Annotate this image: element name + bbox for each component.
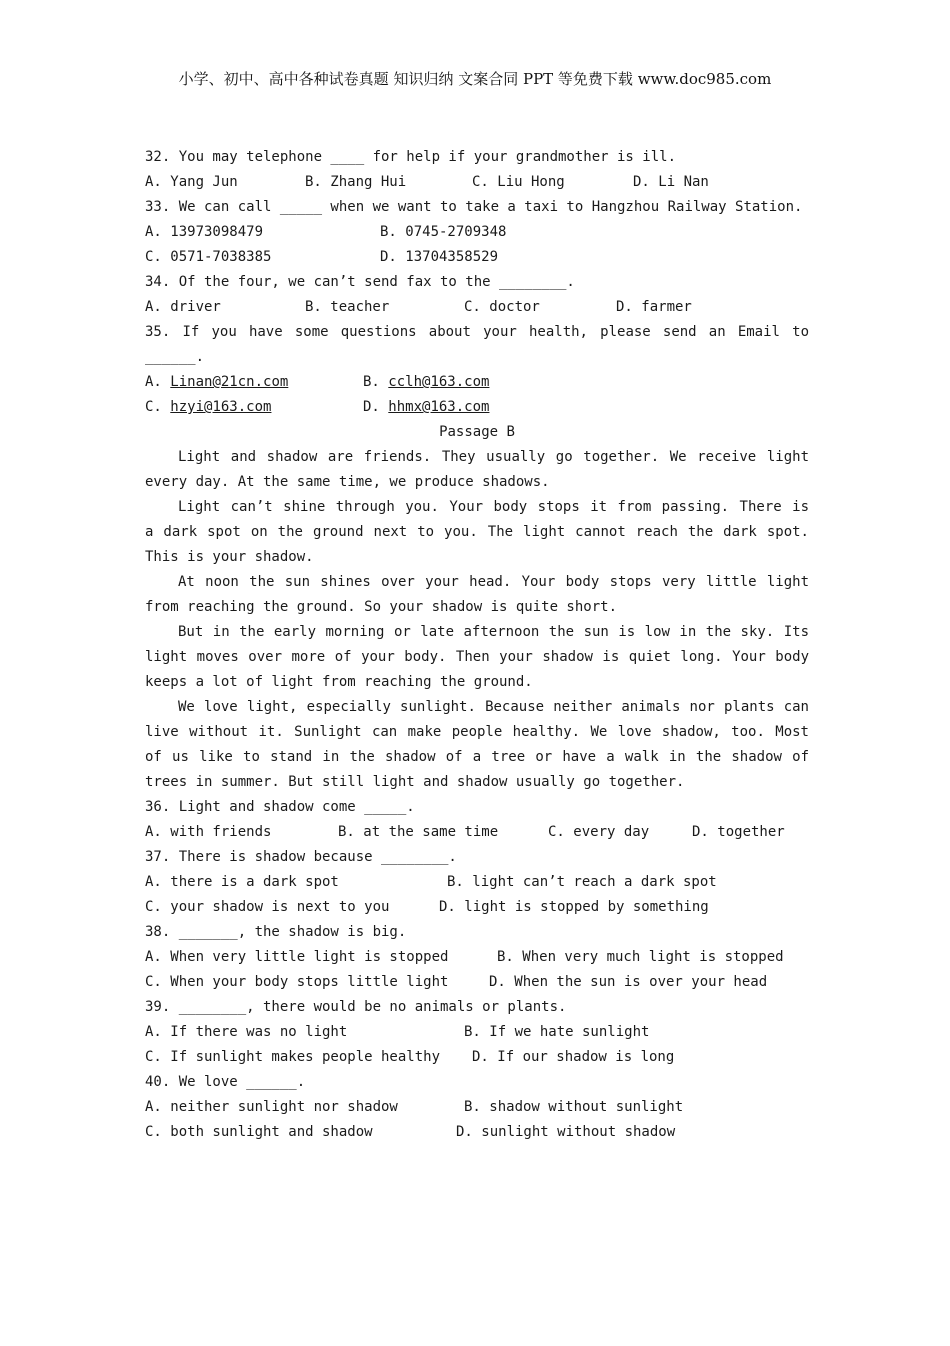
- passage-line: of us like to stand in the shadow of a tree or have a walk in the shadow of: [145, 749, 809, 765]
- passage-line: every day. At the same time, we produce shadows.: [145, 474, 550, 490]
- option-letter: A.: [145, 374, 171, 390]
- option-a: A. Yang Jun: [145, 174, 238, 190]
- option-letter: B.: [363, 374, 389, 390]
- passage-line: Light and shadow are friends. They usually go together. We receive light: [178, 449, 809, 465]
- question-38-options-ab: [145, 945, 809, 970]
- question-34-stem: 34. Of the four, we can’t send fax to the ________.: [145, 274, 575, 290]
- option-d: D. farmer: [616, 299, 692, 315]
- passage-line: light moves over more of your body. Then your shadow is quiet long. Your body: [145, 649, 809, 665]
- email-link[interactable]: Linan@21cn.com: [170, 374, 289, 390]
- email-link[interactable]: hzyi@163.com: [170, 399, 272, 415]
- passage-line: a dark spot on the ground next to you. The light cannot reach the dark spot.: [145, 524, 809, 540]
- option-d: D. light is stopped by something: [439, 899, 709, 915]
- option-a: A. If there was no light: [145, 1024, 348, 1040]
- option-c: C. every day: [548, 824, 650, 840]
- option-a: A. with friends: [145, 824, 272, 840]
- option-a: A. 13973098479: [145, 224, 264, 240]
- question-35-options-cd: [145, 395, 809, 420]
- question-33-stem: 33. We can call _____ when we want to take a taxi to Hangzhou Railway Station.: [145, 199, 803, 215]
- question-40-stem: 40. We love ______.: [145, 1074, 306, 1090]
- question-32-stem: 32. You may telephone ____ for help if your grandmother is ill.: [145, 149, 677, 165]
- question-34-options: [145, 295, 809, 320]
- option-d: [363, 395, 489, 420]
- question-40-options-cd: [145, 1120, 809, 1145]
- option-b: B. 0745-2709348: [380, 224, 507, 240]
- question-38-options-cd: [145, 970, 809, 995]
- email-link[interactable]: hhmx@163.com: [388, 399, 490, 415]
- question-36-stem: 36. Light and shadow come _____.: [145, 799, 415, 815]
- question-36-options: [145, 820, 809, 845]
- option-d: D. sunlight without shadow: [456, 1124, 676, 1140]
- option-c: C. both sunlight and shadow: [145, 1124, 373, 1140]
- question-35-stem-line-1: 35. If you have some questions about your health, please send an Email to: [145, 324, 809, 340]
- passage-line: live without it. Sunlight can make people healthy. We love shadow, too. Most: [145, 724, 809, 740]
- question-38-stem: 38. _______, the shadow is big.: [145, 924, 407, 940]
- option-b: B. When very much light is stopped: [497, 949, 784, 965]
- question-32-options: [145, 170, 809, 195]
- option-letter: D.: [363, 399, 389, 415]
- option-b: B. shadow without sunlight: [464, 1099, 684, 1115]
- option-b: B. teacher: [305, 299, 390, 315]
- passage-body: [145, 445, 809, 795]
- question-35-stem-line-2: ______.: [145, 349, 205, 365]
- passage-line: But in the early morning or late afternoon the sun is low in the sky. Its: [178, 624, 809, 640]
- option-b: [363, 370, 489, 395]
- passage-line: trees in summer. But still light and shadow usually go together.: [145, 774, 685, 790]
- option-d: D. Li Nan: [633, 174, 709, 190]
- option-c: C. your shadow is next to you: [145, 899, 390, 915]
- question-37-options-cd: [145, 895, 809, 920]
- page-header: 小学、初中、高中各种试卷真题 知识归纳 文案合同 PPT 等免费下载 www.doc985.com: [178, 70, 772, 88]
- question-37-options-ab: [145, 870, 809, 895]
- question-37-stem: 37. There is shadow because ________.: [145, 849, 457, 865]
- option-a: A. there is a dark spot: [145, 874, 339, 890]
- question-39-options-cd: [145, 1045, 809, 1070]
- option-c: C. doctor: [464, 299, 540, 315]
- option-c: C. 0571-7038385: [145, 249, 272, 265]
- option-b: B. Zhang Hui: [305, 174, 407, 190]
- passage-line: At noon the sun shines over your head. Your body stops very little light: [178, 574, 809, 590]
- question-33-options-ab: [145, 220, 809, 245]
- option-a: A. driver: [145, 299, 221, 315]
- option-d: D. When the sun is over your head: [489, 974, 768, 990]
- option-a: A. neither sunlight nor shadow: [145, 1099, 398, 1115]
- passage-title: Passage B: [439, 424, 515, 440]
- option-b: B. light can’t reach a dark spot: [447, 874, 717, 890]
- question-39-stem: 39. ________, there would be no animals or plants.: [145, 999, 567, 1015]
- option-d: D. together: [692, 824, 785, 840]
- passage-line: We love light, especially sunlight. Because neither animals nor plants can: [178, 699, 809, 715]
- option-b: B. If we hate sunlight: [464, 1024, 650, 1040]
- option-c: C. When your body stops little light: [145, 974, 449, 990]
- option-c: C. Liu Hong: [472, 174, 565, 190]
- option-d: D. If our shadow is long: [472, 1049, 675, 1065]
- option-a: A. When very little light is stopped: [145, 949, 449, 965]
- passage-line: This is your shadow.: [145, 549, 314, 565]
- option-c: [145, 395, 271, 420]
- option-d: D. 13704358529: [380, 249, 499, 265]
- option-c: C. If sunlight makes people healthy: [145, 1049, 441, 1065]
- option-letter: C.: [145, 399, 171, 415]
- email-link[interactable]: cclh@163.com: [388, 374, 490, 390]
- question-33-options-cd: [145, 245, 809, 270]
- question-39-options-ab: [145, 1020, 809, 1045]
- question-35-options-ab: [145, 370, 809, 395]
- passage-line: Light can’t shine through you. Your body stops it from passing. There is: [178, 499, 809, 515]
- question-40-options-ab: [145, 1095, 809, 1120]
- passage-line: from reaching the ground. So your shadow is quite short.: [145, 599, 618, 615]
- worksheet-content: [145, 145, 809, 1145]
- passage-line: keeps a lot of light from reaching the ground.: [145, 674, 533, 690]
- option-a: [145, 370, 288, 395]
- option-b: B. at the same time: [338, 824, 499, 840]
